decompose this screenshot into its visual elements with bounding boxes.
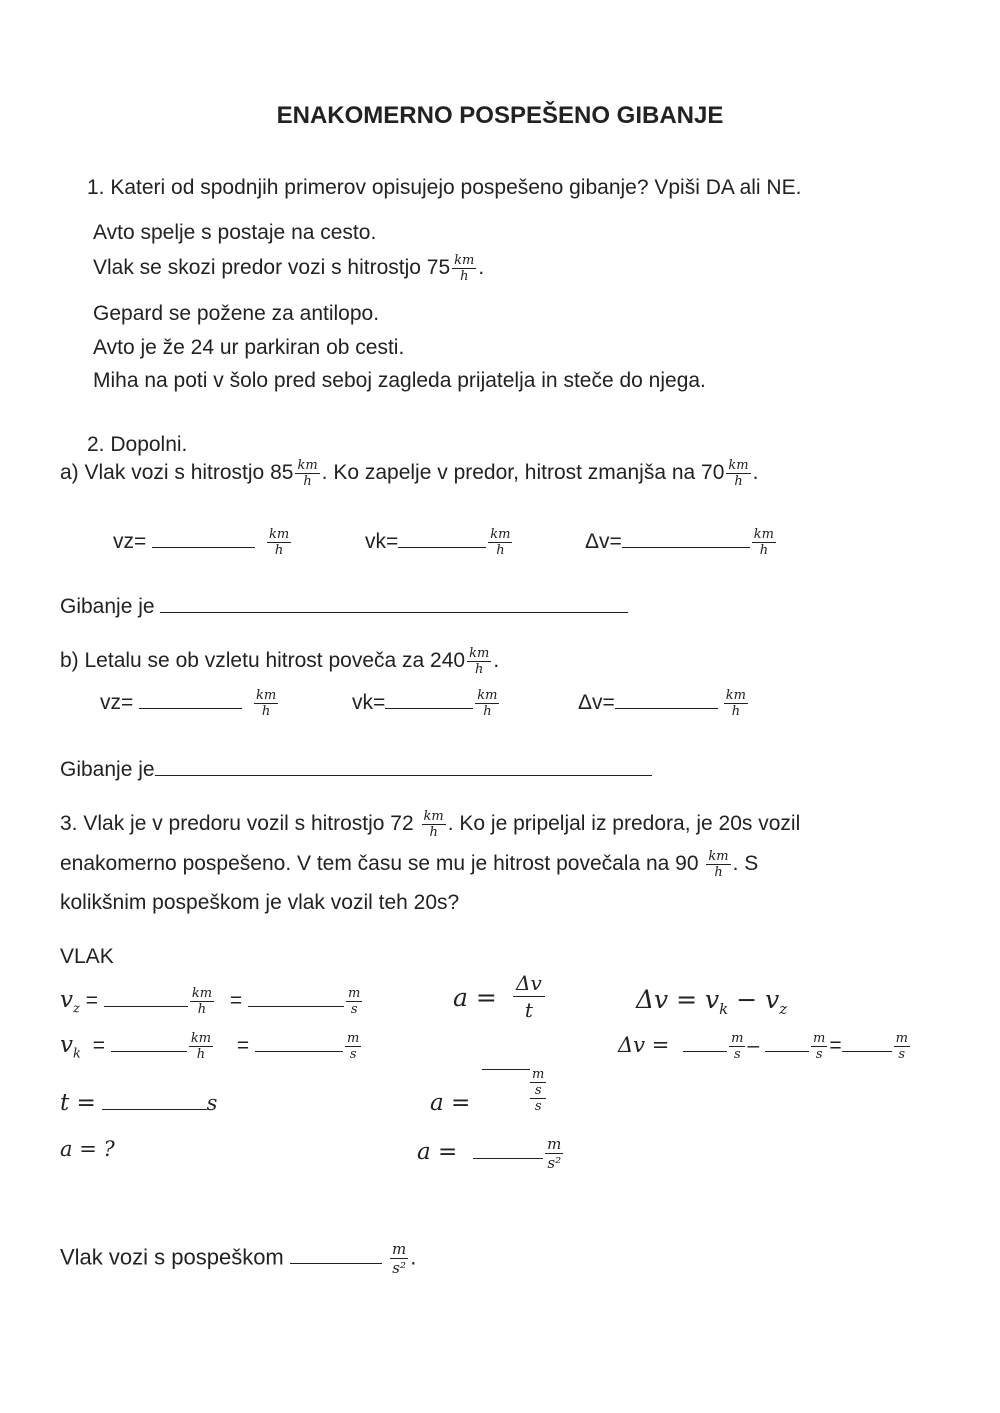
q2a-vz-input[interactable]: [152, 529, 255, 548]
q3-vk-ms-input[interactable]: [255, 1033, 343, 1052]
q2a-vz-row: vz= $\frac{km}{h}$: [113, 527, 290, 558]
q1-item-3: Gepard se požene za antilopo.: [93, 302, 380, 325]
q3-vlak-label: VLAK: [60, 945, 114, 968]
q2b-vk-row: vk= $\frac{km}{h}$: [352, 688, 498, 719]
unit-kmh: $\frac{km}{h}$: [708, 849, 729, 880]
unit-ms: $\frac{m}{s}$: [895, 1031, 908, 1062]
q2a-gibanje-input[interactable]: [160, 594, 628, 613]
final-answer-row: Vlak vozi s pospeškom $\frac{m}{\text{s²}}$ .: [60, 1240, 417, 1277]
unit-kmh: $\frac{km}{h}$: [477, 688, 498, 719]
unit-ms2: $\frac{m}{\text{s²}}$: [392, 1240, 407, 1277]
q2b-vz-input[interactable]: [139, 690, 242, 709]
q2b-text: b) Letalu se ob vzletu hitrost poveča za 240 $\frac{km}{h}$ .: [60, 646, 500, 677]
unit-ms: $\frac{m}{s}$: [347, 1031, 360, 1062]
q1-item-1: Avto spelje s postaje na cesto.: [93, 221, 377, 244]
q3-t-input[interactable]: [102, 1091, 207, 1110]
q3-text-line3: kolikšnim pospeškom je vlak vozil teh 20s?: [60, 891, 460, 914]
q3-vz-ms-input[interactable]: [248, 988, 344, 1007]
q2b-vk-input[interactable]: [385, 690, 473, 709]
formula-a-label: a =: [453, 983, 497, 1012]
q2a-vk-row: vk= $\frac{km}{h}$: [365, 527, 511, 558]
unit-kmh: $\frac{km}{h}$: [255, 688, 277, 719]
formula-a2-fraction: $\frac{m}{s}$ s: [482, 1067, 546, 1114]
q2b-gibanje-input[interactable]: [155, 757, 652, 776]
final-answer-input[interactable]: [290, 1245, 382, 1264]
q3-vz-kmh-input[interactable]: [104, 988, 188, 1007]
q2a-gibanje-row: Gibanje je: [60, 594, 628, 620]
unit-ms2: $\frac{m}{\text{s²}}$: [547, 1135, 562, 1172]
q1-item-5: Miha na poti v šolo pred seboj zagleda prijatelja in steče do njega.: [93, 369, 706, 392]
q3-text-line1: 3. Vlak je v predoru vozil s hitrostjo 72 $\frac{km}{h}$ . Ko je pripeljal iz predora, je 20s vozil: [60, 809, 801, 840]
unit-kmh: $\frac{km}{h}$: [297, 458, 318, 489]
q3-a2-input[interactable]: [482, 1068, 530, 1070]
unit-ms: $\frac{m}{s}$: [731, 1031, 744, 1062]
unit-ms: $\frac{m}{s}$: [347, 986, 361, 1017]
q3-vk-row: $v_k$ = $\frac{km}{h}$ = $\frac{m}{s}$: [60, 1031, 360, 1062]
q2b-dv-row: Δv= $\frac{km}{h}$: [578, 688, 747, 719]
unit-ms: $\frac{m}{s}$: [532, 1067, 545, 1098]
q2-heading: 2. Dopolni.: [87, 433, 188, 456]
unit-kmh: $\frac{km}{h}$: [190, 1031, 212, 1062]
q1-item-2-text: Vlak se skozi predor vozi s hitrostjo 75: [93, 256, 451, 280]
unit-kmh: $\frac{km}{h}$: [753, 527, 775, 558]
formula-a-fraction: Δv t: [513, 970, 545, 1023]
q3-a-result-input[interactable]: [473, 1140, 543, 1159]
q3-dv-calc-row: Δv = $\frac{m}{s}$ – $\frac{m}{s}$ = $\frac{m}{s}$: [618, 1031, 908, 1062]
q1-question: 1. Kateri od spodnjih primerov opisujejo pospešeno gibanje? Vpiši DA ali NE.: [87, 176, 802, 199]
formula-delta-v: $\Delta v = v_k - v_z$: [636, 985, 788, 1018]
q3-a-question: a = ?: [60, 1137, 115, 1161]
unit-kmh: $\frac{km}{h}$: [268, 527, 290, 558]
q3-vz-row: $v_z$ = $\frac{km}{h}$ = $\frac{m}{s}$: [60, 986, 361, 1017]
unit-kmh: $\frac{km}{h}$: [469, 646, 490, 677]
q3-a-result-row: a = $\frac{m}{\text{s²}}$: [417, 1135, 562, 1172]
q2b-dv-input[interactable]: [615, 690, 718, 709]
q1-item-2: Vlak se skozi predor vozi s hitrostjo 75 $\frac{km}{h}$ .: [93, 253, 485, 284]
unit-kmh: $\frac{km}{h}$: [191, 986, 213, 1017]
q2b-vz-row: vz= $\frac{km}{h}$: [100, 688, 277, 719]
page-title: ENAKOMERNO POSPEŠENO GIBANJE: [276, 102, 724, 129]
q3-dv-vz-input[interactable]: [765, 1033, 809, 1052]
unit-kmh: $\frac{km}{h}$: [423, 809, 444, 840]
q2a-vk-input[interactable]: [398, 529, 486, 548]
q1-item-4: Avto je že 24 ur parkiran ob cesti.: [93, 336, 405, 359]
unit-ms: $\frac{m}{s}$: [813, 1031, 826, 1062]
unit-kmh: $\frac{km}{h}$: [490, 527, 511, 558]
q2a-dv-input[interactable]: [622, 529, 750, 548]
formula-a2-label: a =: [430, 1090, 471, 1116]
unit-kmh: $\frac{km}{h}$: [454, 253, 475, 284]
q2a-text: a) Vlak vozi s hitrostjo 85 $\frac{km}{h}$ . Ko zapelje v predor, hitrost zmanjša na 70 $\frac{km}{h}$ .: [60, 458, 759, 489]
q2b-gibanje-row: Gibanje je: [60, 757, 652, 783]
q3-dv-result-input[interactable]: [842, 1033, 892, 1052]
q3-text-line2: enakomerno pospešeno. V tem času se mu je hitrost povečala na 90 $\frac{km}{h}$ . S: [60, 849, 759, 880]
q2a-dv-row: Δv= $\frac{km}{h}$: [585, 527, 775, 558]
unit-kmh: $\frac{km}{h}$: [728, 458, 749, 489]
q3-vk-kmh-input[interactable]: [111, 1033, 187, 1052]
q3-t-row: t = s: [60, 1090, 218, 1116]
unit-kmh: $\frac{km}{h}$: [725, 688, 747, 719]
q3-dv-vk-input[interactable]: [683, 1033, 727, 1052]
